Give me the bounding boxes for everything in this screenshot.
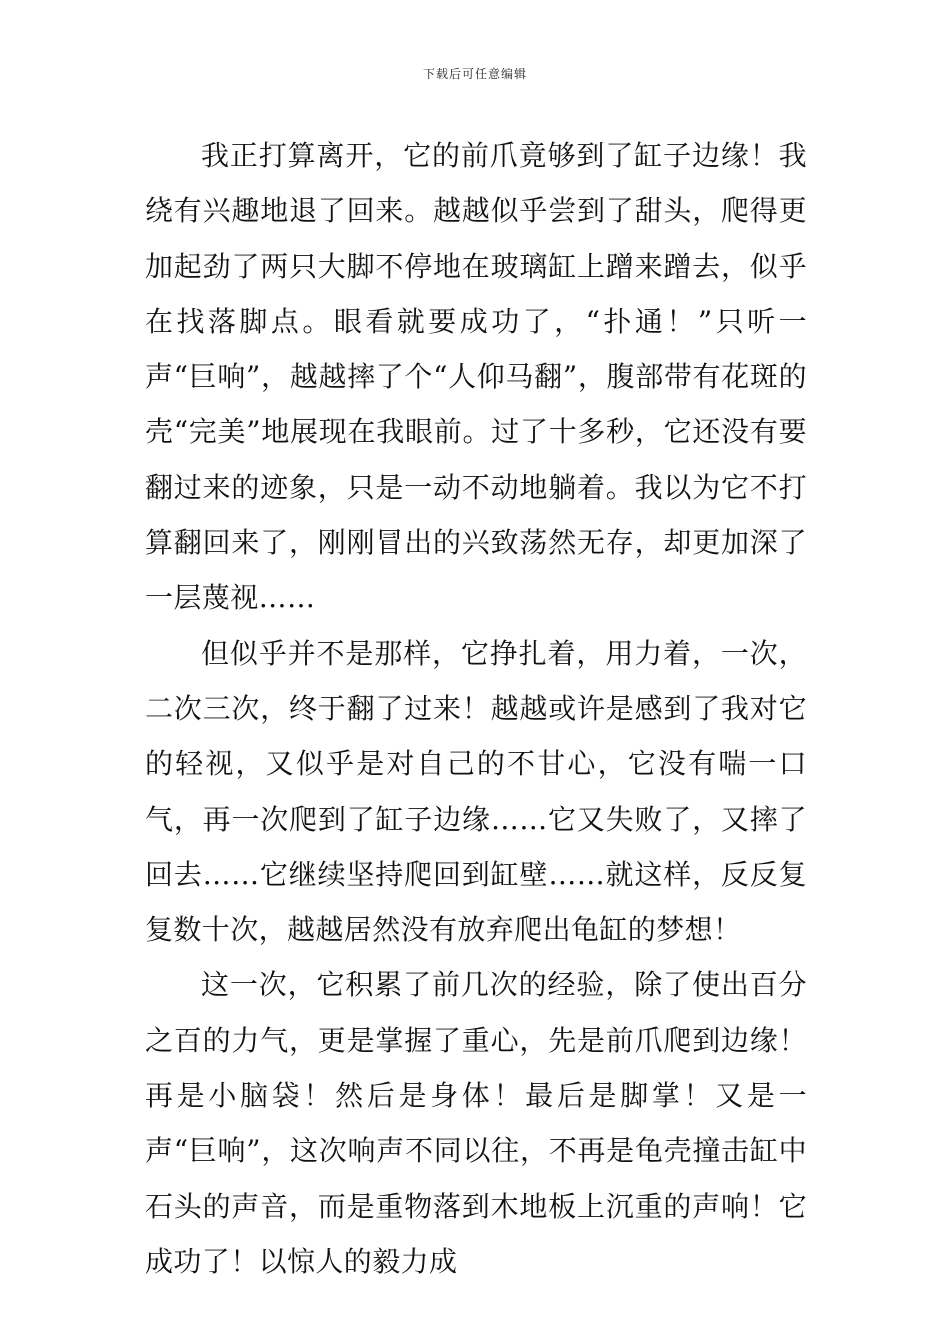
document-body: [145, 128, 807, 1289]
paragraph-1: 我正打算离开，它的前爪竟够到了缸子边缘！我绕有兴趣地退了回来。越越似乎尝到了甜头，爬得更加起劲了两只大脚不停地在玻璃缸上蹭来蹭去，似乎在找落脚点。眼看就要成功了，“扑通！”只听一声“巨响”，越越摔了个“人仰马翻”，腹部带有花斑的壳“完美”地展现在我眼前。过了十多秒，它还没有要翻过来的迹象，只是一动不动地躺着。我以为它不打算翻回来了，刚刚冒出的兴致荡然无存，却更加深了一层蔑视……: [145, 139, 807, 615]
paragraph-2: 但似乎并不是那样，它挣扎着，用力着，一次，二次三次，终于翻了过来！越越或许是感到了我对它的轻视，又似乎是对自己的不甘心，它没有喘一口气，再一次爬到了缸子边缘……它又失败了，又摔了回去……它继续坚持爬回到缸壁……就这样，反反复复数十次，越越居然没有放弃爬出龟缸的梦想！: [145, 636, 807, 947]
page-header: 下载后可任意编辑: [422, 67, 527, 81]
paragraph-3: 这一次，它积累了前几次的经验，除了使出百分之百的力气，更是掌握了重心，先是前爪爬到边缘！再是小脑袋！然后是身体！最后是脚掌！又是一声“巨响”，这次响声不同以往，不再是龟壳撞击缸中石头的声音，而是重物落到木地板上沉重的声响！它成功了！以惊人的毅力成: [145, 968, 807, 1278]
